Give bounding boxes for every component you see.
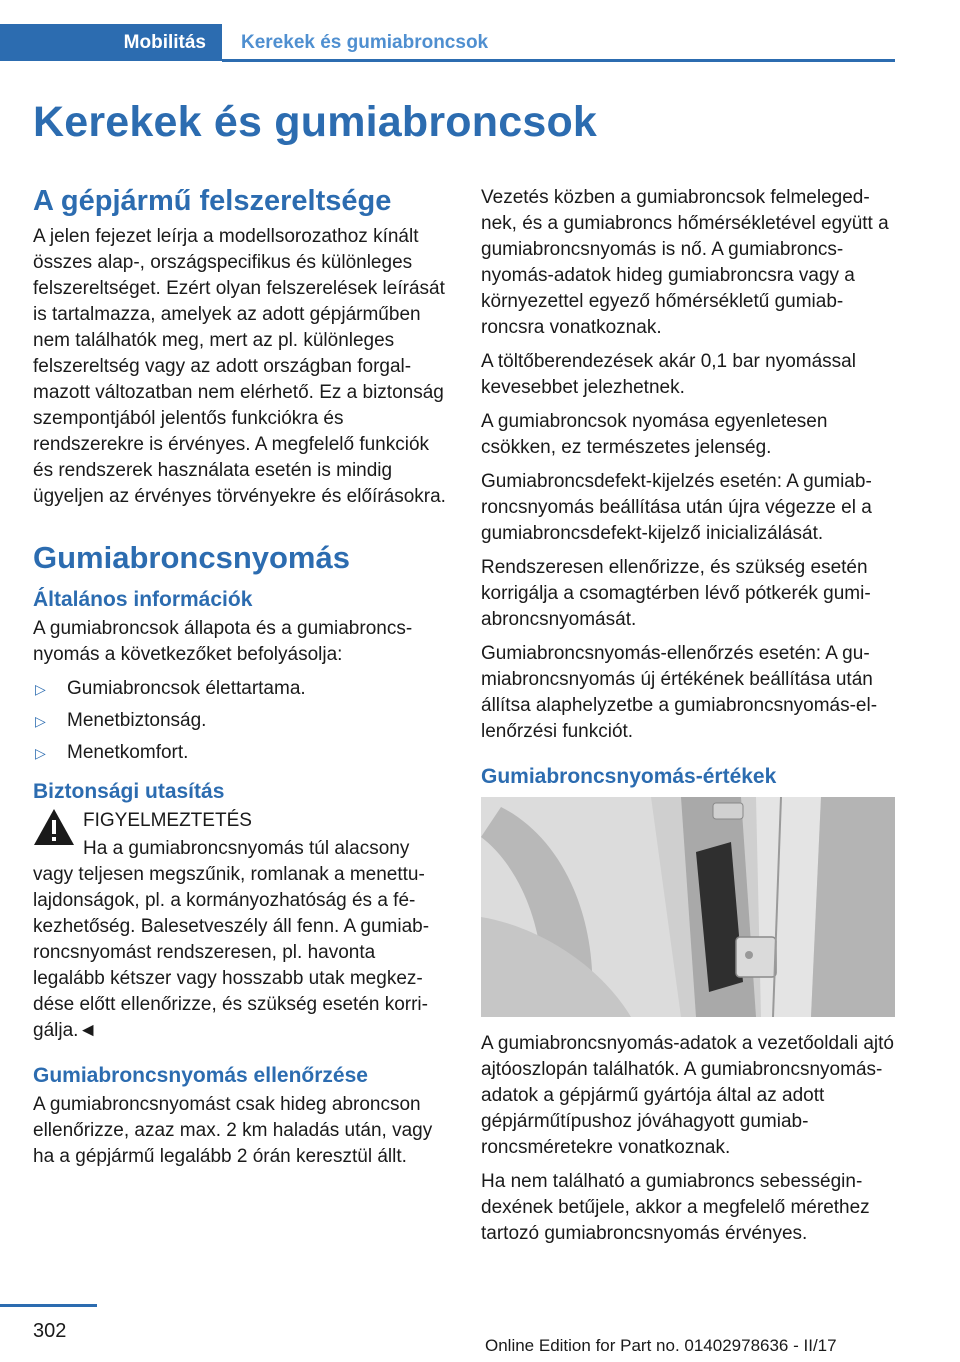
paragraph: A töltőberendezések akár 0,1 bar nyomással kevesebbet jelezhetnek. [481,351,856,398]
left-column [33,185,448,1178]
equipment-text: A jelen fejezet leírja a modellsorozathoz kínált összes alap-, országspecifikus és különleges felszereltséget. Ezért olyan felszerelések leírását is tartalmazza, amelyek az adott gépjárműben nem találhatók meg, mert az pl. különleges felszereltség vagy az adott országban forgalmazott változatban nem elérhető. Ez a biztonság szempontjából jelentős funkciókra és rendszerekre is érvényes. A megfelelő funkciók és rendszerek használata esetén is mindig ügyeljen az érvényes törvényekre és előírásokra. [33,226,446,507]
pressure-check-heading: Gumiabroncsnyomás ellenőrzése [33,1064,368,1087]
header-divider [222,59,895,62]
section-tab-wheels-tires[interactable]: Kerekek és gumiabroncsok [241,31,489,53]
door-pillar-illustration [481,797,895,1017]
paragraph: Gumiabroncsnyomás-ellenőrzés esetén: A gumiabroncsnyomás új értékének beállítása után állítsa alaphelyzetbe a gumiabroncsnyomás-ellenőrzési funkciót. [481,643,878,742]
pressure-values-heading: Gumiabroncsnyomás-értékek [481,765,777,788]
list-item: ▷ Gumiabroncsok élettartama. [33,676,448,702]
page-title: Kerekek és gumiabroncsok [33,98,598,146]
tire-pressure-heading: Gumiabroncsnyomás [33,540,350,575]
paragraph: Rendszeresen ellenőrizze, és szükség esetén korrigálja a csomagtérben lévő pótkerék gumiabroncsnyomását. [481,557,871,630]
door-pillar-photo [481,797,895,1017]
paragraph: Ha nem található a gumiabroncs sebességindexének betűjele, akkor a megfelelő mérethez tartozó gumiabroncsnyomás érvényes. [481,1171,870,1244]
influence-list [33,676,448,766]
footer-divider [0,1304,97,1307]
warning-text: vagy teljesen megszűnik, romlanak a menettulajdonságok, pl. a kormányozhatóság és a fékezhetőség. Balesetveszély áll fenn. A gumiabroncsnyomást rendszeresen, pl. havonta legalább kétszer vagy hosszabb utak megkezdése előtt ellenőrizze, és szükség esetén korrigálja.◄ [33,864,430,1041]
list-item: ▷ Menetkomfort. [33,740,448,766]
section-tab-mobility[interactable]: Mobilitás [0,24,222,61]
paragraph: A gumiabroncsnyomás-adatok a vezetőoldali ajtó ajtóoszlopán találhatók. A gumiabroncsnyomás-adatok a gépjármű gyártója által az adott gépjárműtípushoz jóváhagyott gumiabroncsméretekre vonatkoznak. [481,1033,894,1158]
pressure-check-text: A gumiabroncsnyomást csak hideg abroncson ellenőrizze, azaz max. 2 km haladás után, vagy ha a gépjármű legalább 2 órán keresztül állt. [33,1094,433,1167]
page-number: 302 [33,1320,67,1342]
paragraph: Vezetés közben a gumiabroncsok felmelegednek, és a gumiabroncs hőmérsékletével együtt a gumiabroncsnyomás is nő. A gumiabroncsnyomás-adatok hideg gumiabroncsra vagy a környezettel egyező hőmérsékletű gumiabroncsra vonatkoznak. [481,187,889,338]
safety-heading: Biztonsági utasítás [33,780,225,803]
warning-block [33,808,448,1044]
right-column [481,185,896,1255]
warning-text-first: Ha a gumiabroncsnyomás túl alacsony [83,838,410,859]
equipment-heading: A gépjármű felszereltsége [33,185,392,217]
list-item: ▷ Menetbiztonság. [33,708,448,734]
paragraph: A gumiabroncsok nyomása egyenletesen csökken, ez természetes jelenség. [481,411,828,458]
triangle-bullet-icon: ▷ [35,713,46,729]
general-info-text: A gumiabroncsok állapota és a gumiabroncsnyomás a következőket befolyásolja: [33,618,413,665]
triangle-bullet-icon: ▷ [35,745,46,761]
warning-triangle-icon [33,808,75,846]
edition-note: Online Edition for Part no. 01402978636 - II/17 [485,1336,837,1355]
page-header [0,24,895,64]
triangle-bullet-icon: ▷ [35,681,46,697]
warning-label: FIGYELMEZTETÉS [83,810,252,831]
general-info-heading: Általános információk [33,588,253,611]
paragraph: Gumiabroncsdefekt-kijelzés esetén: A gumiabroncsnyomás beállítása után újra végezze el a gumiabroncsdefekt-kijelző inicializálását. [481,471,872,544]
